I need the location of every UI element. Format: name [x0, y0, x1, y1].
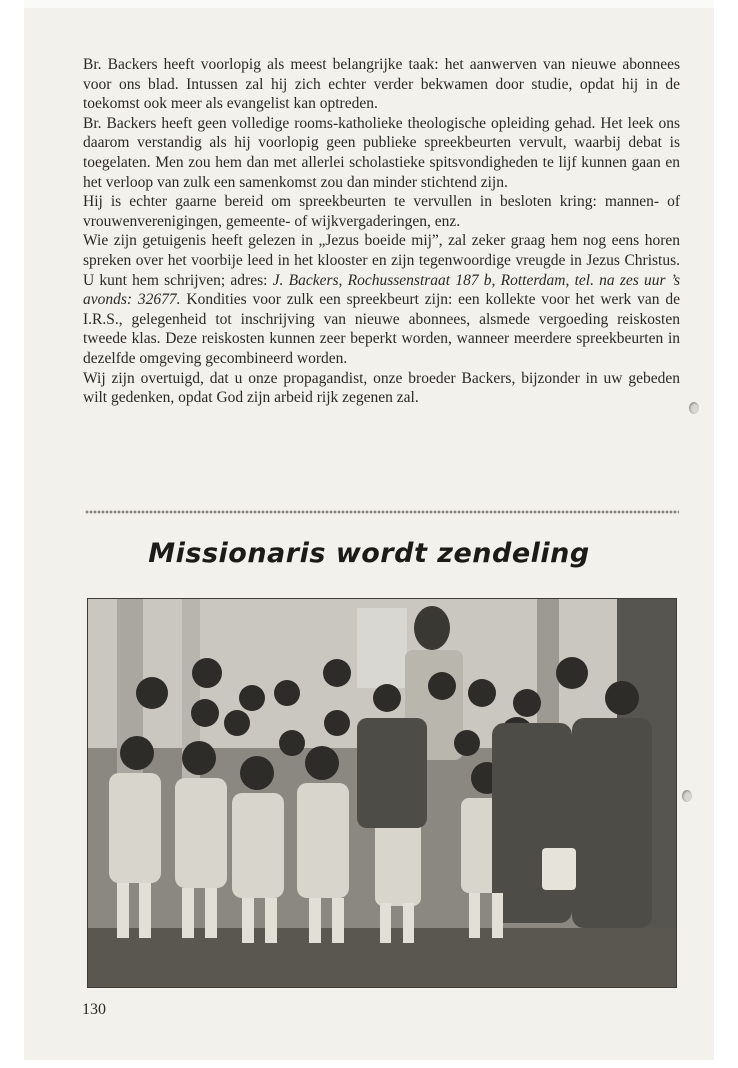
p2-line-4: spitsvondigheden te lijf kunnen gaan en het verloop van zulk een samenkomst [83, 153, 680, 191]
book-page [24, 0, 714, 1060]
paragraph-2 [83, 114, 680, 192]
p3-line-1: Hij is echter gaarne bereid om spreekbeurten te vervullen in besloten kring: [83, 193, 597, 211]
article-body [83, 55, 680, 408]
p2-line-1: Br. Backers heeft geen volledige rooms-katholieke theologische opleiding gehad. [83, 114, 596, 132]
p1-line-2: nieuwe abonnees voor ons blad. Intussen zal hij zich echter verder bekwamen [83, 56, 680, 93]
p2-line-2: Het leek ons daarom verstandig als hij voorlopig geen publieke spreekbeurten [83, 114, 680, 152]
page-number: 130 [82, 1001, 106, 1018]
paragraph-5: Wij zijn overtuigd, dat u onze propagandist, onze broeder Backers, bijzonder in uw gebeden wilt gedenken, opdat God zijn arbeid rijk zegenen zal. [83, 369, 680, 407]
p1-line-1: Br. Backers heeft voorlopig als meest belangrijke taak: het aanwerven van [83, 56, 566, 73]
p4-conditions: Kondities voor zulk een spreekbeurt zijn: een kollekte voor het werk van de I.R.S., gelegenheid tot inschrijving van nieuwe abonnees, alsmede vergoeding reiskosten tweede klas. Deze reiskosten kunnen zeer beperkt worden, wanneer meerdere spreekbeurten in dezelfde omgeving gecombineerd worden. [83, 291, 680, 367]
paragraph-1 [83, 55, 680, 114]
group-photo [87, 598, 677, 988]
section-title: Missionaris wordt zendeling [148, 538, 590, 569]
p1-line-3: door studie, opdat hij in de toekomst ook meer als evangelist kan optreden. [83, 75, 680, 113]
p3-line-2: mannen- of vrouwenverenigingen, gemeente- of wijkvergaderingen, enz. [83, 193, 680, 230]
p4-line-1: Wie zijn getuigenis heeft gelezen in „Jezus boeide mij”, zal zeker graag hem nog [83, 232, 607, 250]
contact-address: J. Backers, Rochussenstraat 187 b, Rotterdam, tel. na zes uur ’s avonds: 32677. [83, 271, 680, 309]
paragraph-3 [83, 192, 680, 231]
p4-line-3: vreugde in Jezus Christus. U kunt hem schrijven; adres: [83, 251, 681, 289]
p4-line-2: eens horen spreken over het voorbije leed in het klooster en zijn tegenwoordige [83, 232, 680, 269]
paragraph-4 [83, 231, 680, 368]
p2-line-5: zou dan minder stichtend zijn. [320, 173, 508, 191]
binder-hole-top [689, 402, 699, 414]
binder-hole-bottom [682, 790, 692, 802]
p2-line-3: vervult, waarbij debat is toegelaten. Men zou hem dan met allerlei scholastieke [83, 134, 680, 171]
dotted-divider [85, 510, 679, 514]
